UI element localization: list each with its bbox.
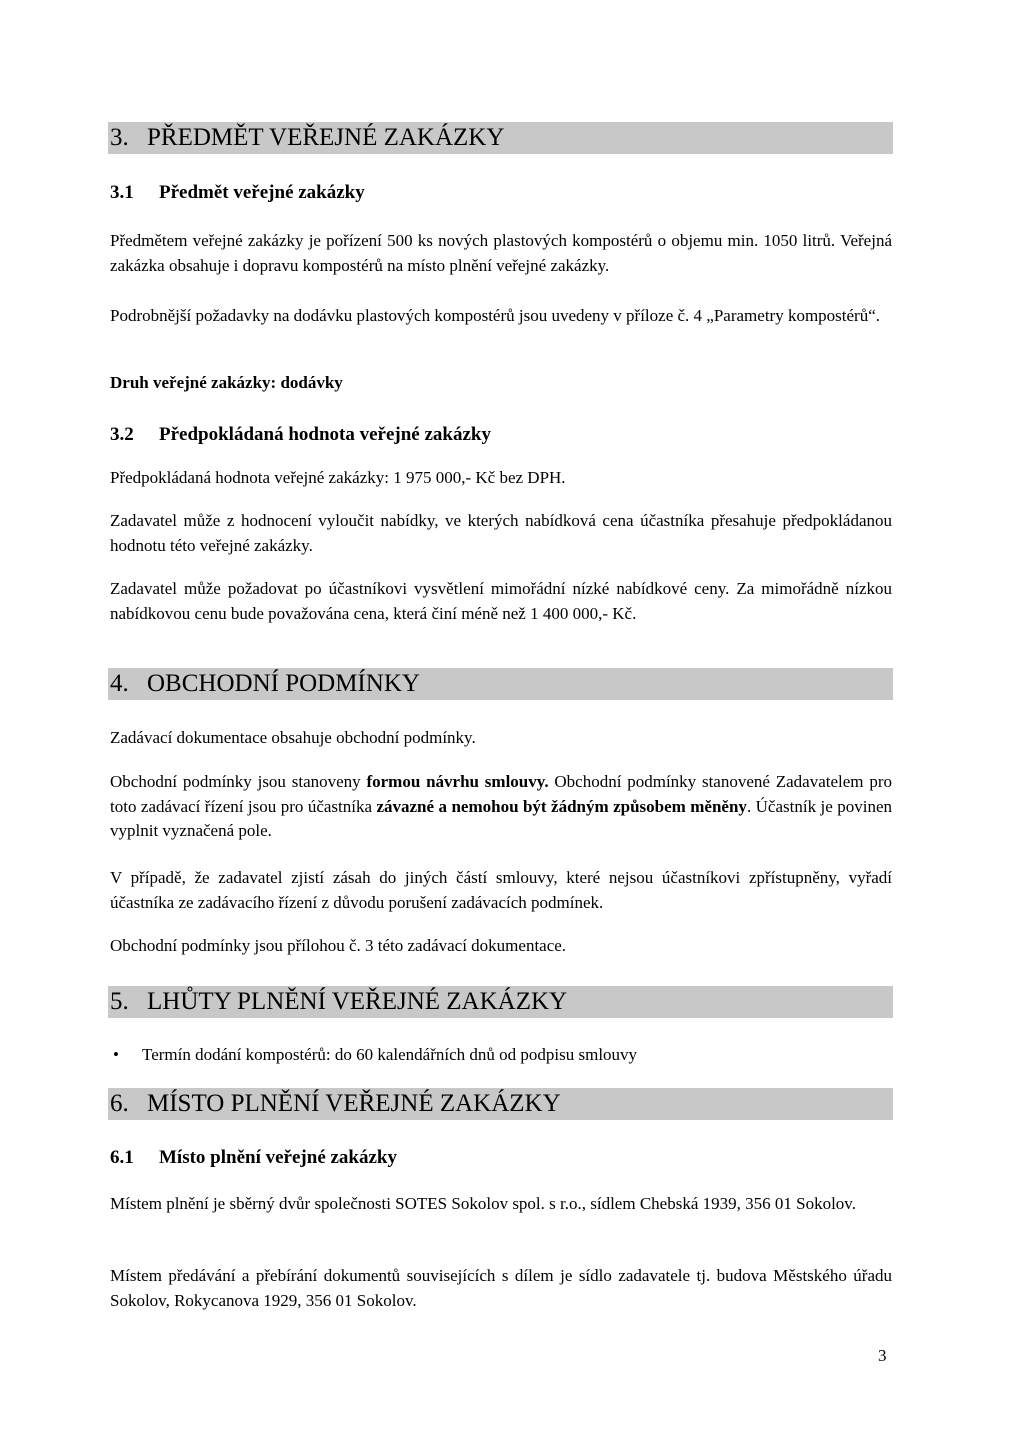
paragraph: V případě, že zadavatel zjistí zásah do jiných částí smlouvy, které nejsou účastníkovi zpřístupněny, vyřadí účastníka ze zadávacího řízení z důvodu porušení zadávacích podmínek. [110, 868, 892, 912]
subsection-title: Místo plnění veřejné zakázky [159, 1147, 398, 1168]
section-6-heading [108, 1088, 893, 1120]
paragraph: Místem plnění je sběrný dvůr společnosti SOTES Sokolov spol. s r.o., sídlem Chebská 1939, 356 01 Sokolov. [110, 1194, 856, 1213]
section-3-heading [108, 122, 893, 154]
section-title: MÍSTO PLNĚNÍ VEŘEJNÉ ZAKÁZKY [147, 1090, 561, 1117]
paragraph: Podrobnější požadavky na dodávku plastových kompostérů jsou uvedeny v příloze č. 4 „Parametry kompostérů“. [110, 306, 881, 325]
subsection-title: Předpokládaná hodnota veřejné zakázky [159, 424, 491, 445]
bullet-icon: • [113, 1045, 119, 1064]
paragraph: Předpokládaná hodnota veřejné zakázky: 1 975 000,- Kč bez DPH. [110, 468, 566, 487]
section-5-heading [108, 986, 893, 1018]
subsection-3-1-heading [110, 181, 365, 205]
section-title: OBCHODNÍ PODMÍNKY [147, 670, 420, 697]
section-number: 3. [110, 124, 129, 151]
section-title: LHŮTY PLNĚNÍ VEŘEJNÉ ZAKÁZKY [147, 988, 568, 1015]
paragraph: Místem předávání a přebírání dokumentů souvisejících s dílem je sídlo zadavatele tj. budova Městského úřadu Sokolov, Rokycanova 1929, 356 01 Sokolov. [110, 1266, 892, 1310]
subsection-number: 3.1 [110, 182, 134, 203]
subsection-number: 3.2 [110, 424, 134, 445]
subsection-title: Předmět veřejné zakázky [159, 182, 365, 203]
page-number: 3 [878, 1346, 887, 1365]
paragraph: Zadávací dokumentace obsahuje obchodní podmínky. [110, 728, 476, 747]
paragraph: Zadavatel může požadovat po účastníkovi vysvětlení mimořádní nízké nabídkové ceny. Za mimořádně nízkou nabídkovou cenu bude považována cena, která činí méně než 1 400 000,- Kč. [110, 579, 892, 623]
subsection-6-1-heading [110, 1146, 397, 1170]
section-number: 5. [110, 988, 129, 1015]
section-number: 4. [110, 670, 129, 697]
section-number: 6. [110, 1090, 129, 1117]
subsection-3-2-heading [110, 423, 491, 447]
paragraph: Zadavatel může z hodnocení vyloučit nabídky, ve kterých nabídková cena účastníka přesahuje předpokládanou hodnotu této veřejné zakázky. [110, 511, 892, 555]
paragraph: Obchodní podmínky jsou přílohou č. 3 této zadávací dokumentace. [110, 936, 567, 955]
subsection-number: 6.1 [110, 1147, 134, 1168]
section-title: PŘEDMĚT VEŘEJNÉ ZAKÁZKY [147, 124, 505, 151]
list-item-text: Termín dodání kompostérů: do 60 kalendářních dnů od podpisu smlouvy [142, 1045, 638, 1064]
section-4-heading [108, 668, 893, 700]
paragraph-commercial-terms: Obchodní podmínky jsou stanoveny formou návrhu smlouvy. Obchodní podmínky stanovené Zadavatelem pro toto zadávací řízení jsou pro účastníka závazné a nemohou být žádným způsobem měněny. Účastník je povinen vyplnit vyznačená pole. [110, 772, 892, 840]
paragraph-procurement-type: Druh veřejné zakázky: dodávky [110, 373, 343, 392]
paragraph: Předmětem veřejné zakázky je pořízení 500 ks nových plastových kompostérů o objemu min. 1050 litrů. Veřejná zakázka obsahuje i dopravu kompostérů na místo plnění veřejné zakázky. [110, 231, 892, 275]
